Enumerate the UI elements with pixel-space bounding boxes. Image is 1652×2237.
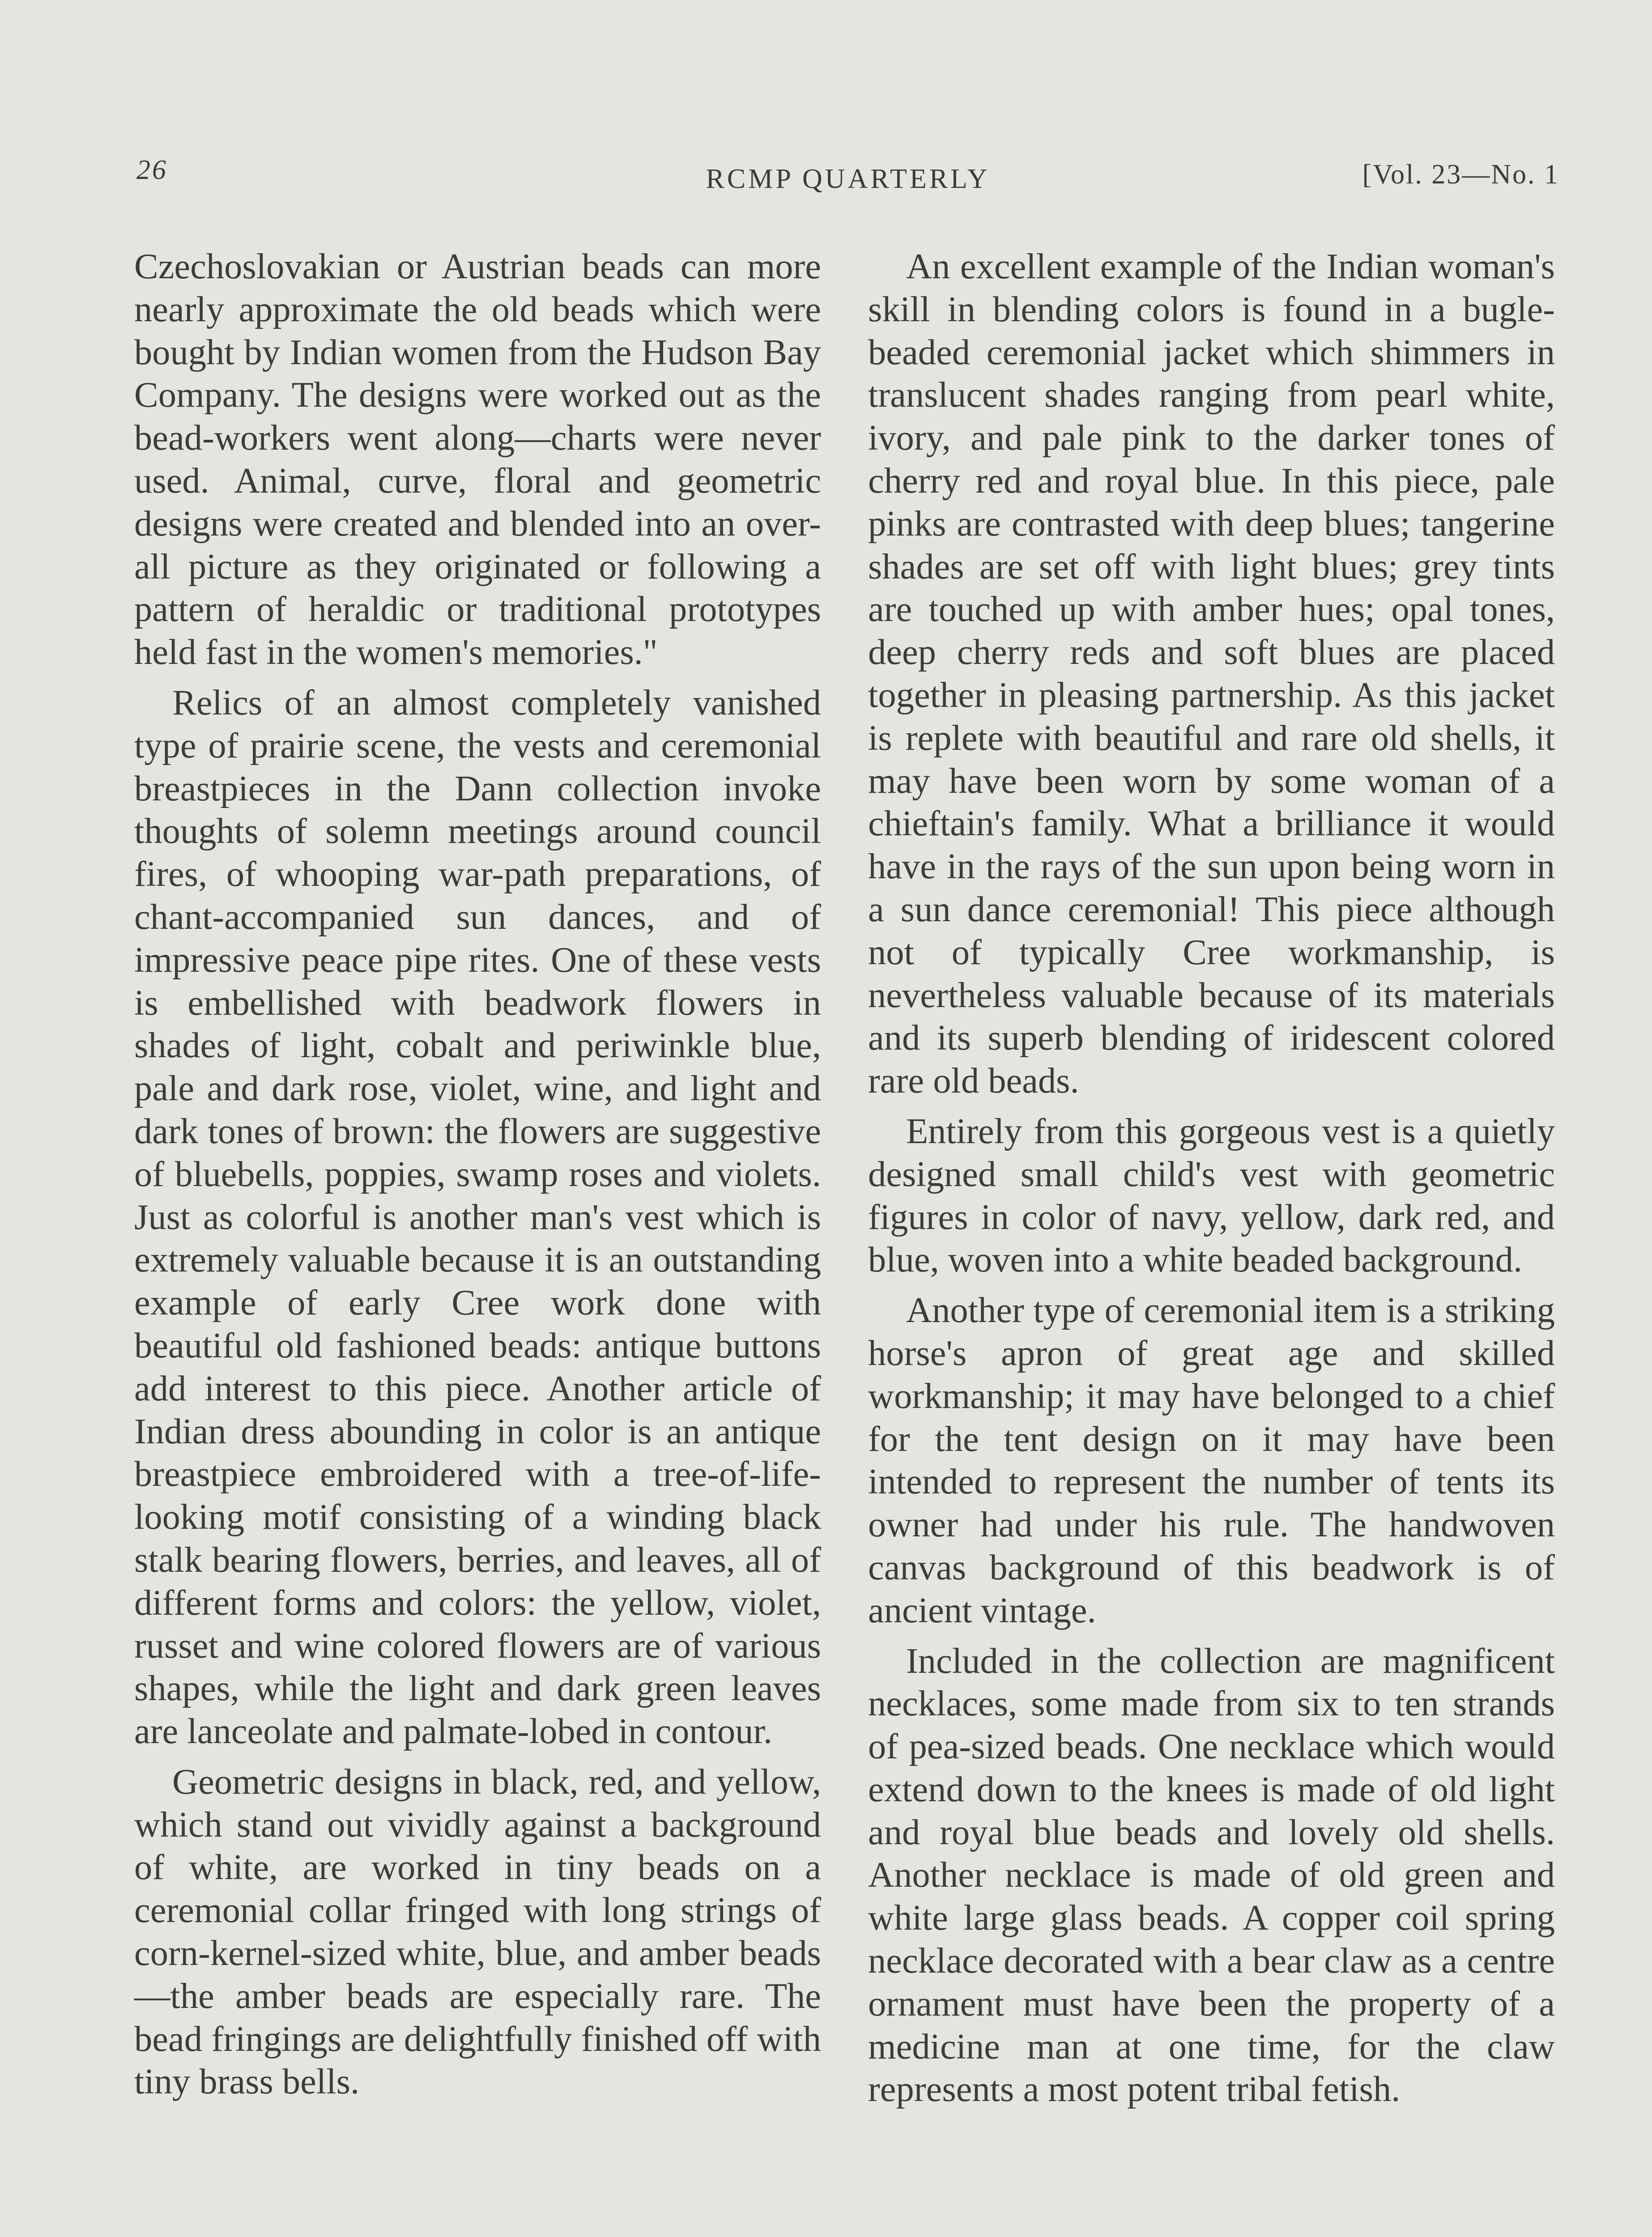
left-column <box>134 245 821 2111</box>
paragraph: Included in the collection are magnificent necklaces, some made from six to ten strands of pea-sized beads. One necklace which would extend down to the knees is made of old light and royal blue beads and lovely old shells. Another necklace is made of old green and white large glass beads. A copper coil spring necklace decorated with a bear claw as a centre ornament must have been the property of a medicine man at one time, for the claw represents a most potent tribal fetish. <box>868 1641 1555 2109</box>
paragraph: Entirely from this gorgeous vest is a quietly designed small child's vest with geometric figures in color of navy, yellow, dark red, and blue, woven into a white beaded background. <box>868 1111 1555 1280</box>
paragraph: An excellent example of the Indian woman's skill in blending colors is found in a bugle-beaded ceremonial jacket which shimmers in translucent shades ranging from pearl white, ivory, and pale pink to the darker tones of cherry red and royal blue. In this piece, pale pinks are contrasted with deep blues; tangerine shades are set off with light blues; grey tints are touched up with amber hues; opal tones, deep cherry reds and soft blues are placed together in pleasing partnership. As this jacket is replete with beautiful and rare old shells, it may have been worn by some woman of a chieftain's family. What a brilliance it would have in the rays of the sun upon being worn in a sun dance ceremonial! This piece although not of typically Cree workmanship, is nevertheless valuable because of its materials and its superb blending of iridescent colored rare old beads. <box>868 247 1555 1101</box>
paragraph: Relics of an almost completely vanished type of prairie scene, the vests and ceremonial breastpieces in the Dann collection invoke thoughts of solemn meetings around council fires, of whooping war-path preparations, of chant-accompanied sun dances, and of impressive peace pipe rites. One of these vests is embellished with beadwork flowers in shades of light, cobalt and periwinkle blue, pale and dark rose, violet, wine, and light and dark tones of brown: the flowers are suggestive of bluebells, poppies, swamp roses and violets. Just as colorful is another man's vest which is extremely valuable because it is an outstanding example of early Cree work done with beautiful old fashioned beads: antique buttons add interest to this piece. Another article of Indian dress abounding in color is an antique breastpiece embroidered with a tree-of-life-looking motif consisting of a winding black stalk bearing flowers, berries, and leaves, all of different forms and colors: the yellow, violet, russet and wine colored flowers are of various shapes, while the light and dark green leaves are lanceolate and palmate-lobed in contour. <box>134 682 821 1752</box>
running-header <box>136 154 1559 204</box>
paragraph: Another type of ceremonial item is a striking horse's apron of great age and skilled workmanship; it may have belonged to a chief for the tent design on it may have been intended to represent the number of tents its owner had under his rule. The handwoven canvas background of this beadwork is of ancient vintage. <box>868 1290 1555 1630</box>
running-title: RCMP QUARTERLY <box>706 164 990 194</box>
issue-label: [Vol. 23—No. 1 <box>1362 159 1559 190</box>
page-number: 26 <box>136 155 168 185</box>
paragraph: Geometric designs in black, red, and yellow, which stand out vividly against a background of white, are worked in tiny beads on a ceremonial collar fringed with long strings of corn-kernel-sized white, blue, and amber beads—the amber beads are especially rare. The bead fringings are delightfully finished off with tiny brass bells. <box>134 1761 821 2102</box>
paragraph: Czechoslovakian or Austrian beads can more nearly approximate the old beads which were bought by Indian women from the Hudson Bay Company. The designs were worked out as the bead-workers went along—charts were never used. Animal, curve, floral and geometric designs were created and blended into an over-all picture as they originated or following a pattern of heraldic or traditional prototypes held fast in the women's memories." <box>134 247 821 672</box>
right-column <box>868 245 1555 2118</box>
